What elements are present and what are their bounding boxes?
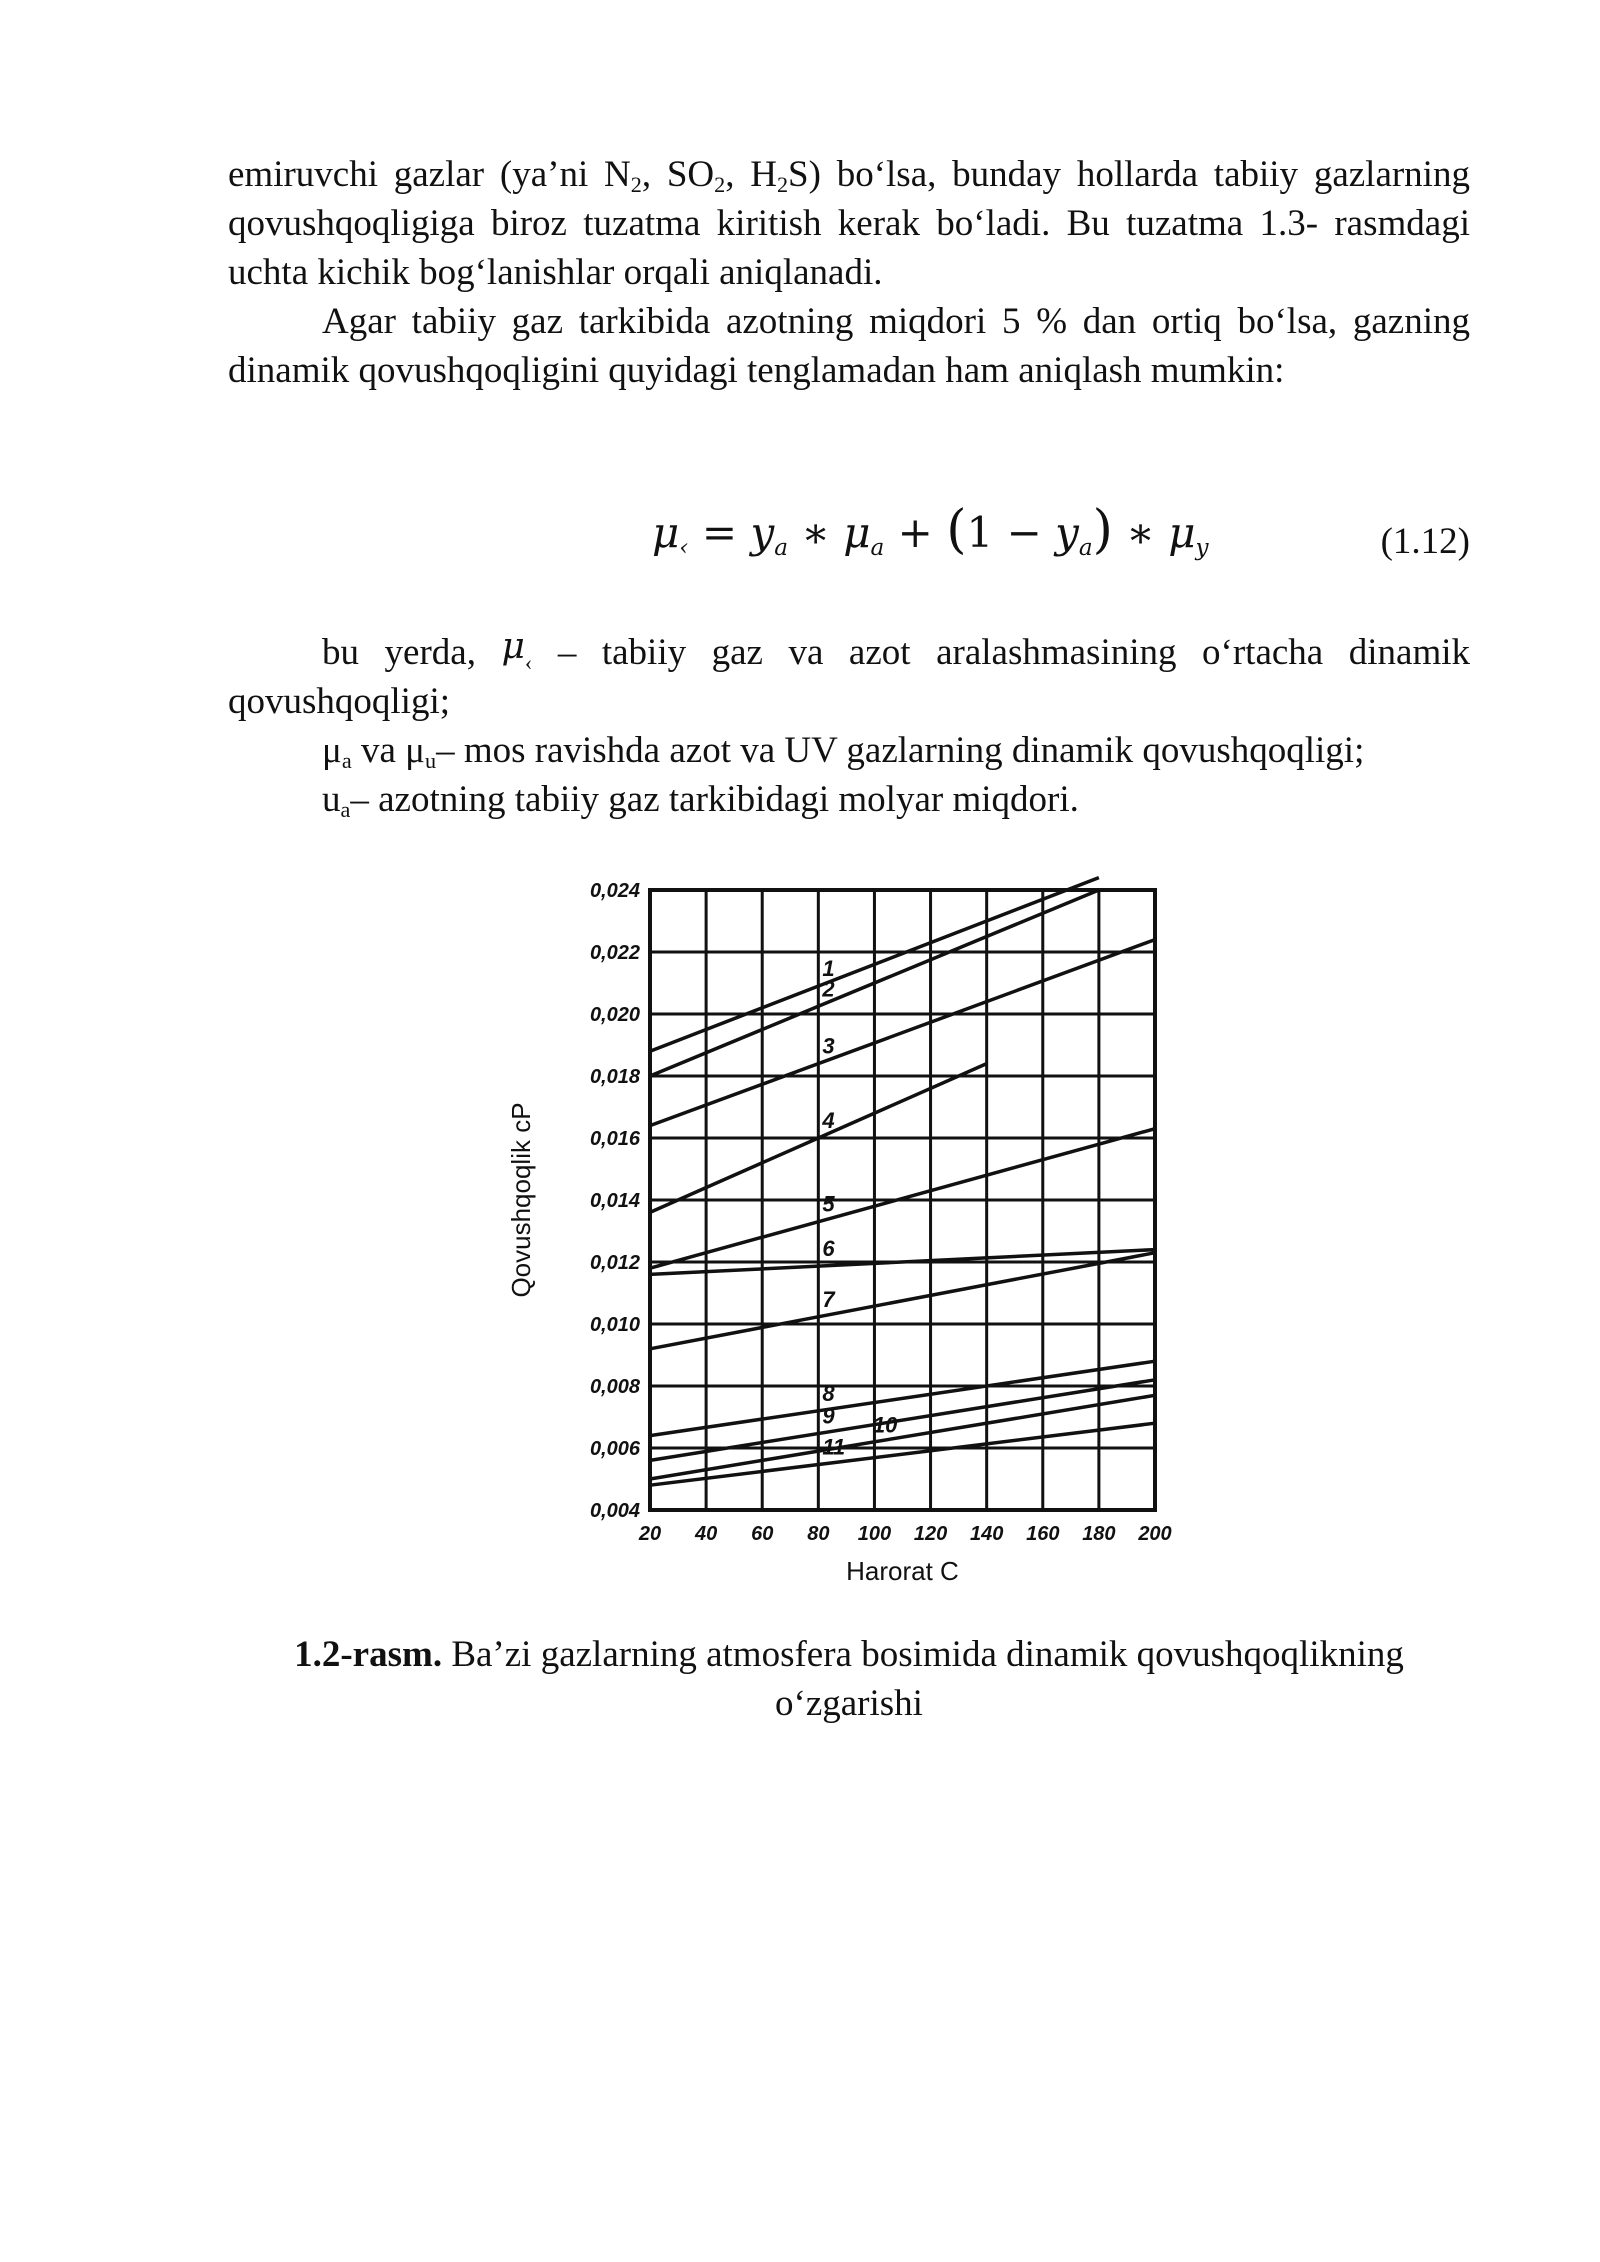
series-line-10 (650, 1395, 1155, 1479)
equation-number: (1.12) (1380, 521, 1470, 562)
x-tick-label: 180 (1082, 1523, 1116, 1545)
series-label-5: 5 (822, 1191, 835, 1217)
series-line-5 (650, 1129, 1155, 1269)
series-label-7: 7 (822, 1286, 835, 1312)
y-tick-label: 0,014 (589, 1190, 640, 1212)
y-tick-label: 0,016 (589, 1128, 640, 1150)
series-label-4: 4 (822, 1108, 835, 1133)
y-tick-label: 0,012 (589, 1252, 640, 1274)
definition-1: bu yerda, $\mu_‹$ – tabiiy gaz va azot aralashmasining o‘rtacha dinamik qovushqoqligi; (228, 626, 1471, 722)
y-tick-label: 0,010 (589, 1314, 640, 1336)
series-line-7 (650, 1253, 1155, 1349)
series-label-3: 3 (822, 1033, 835, 1059)
y-tick-label: 0,006 (589, 1438, 640, 1460)
series-label-9: 9 (822, 1403, 835, 1429)
caption-label: 1.2-rasm. (294, 1634, 443, 1675)
series-label-11: 11 (822, 1434, 846, 1460)
series-line-8 (650, 1361, 1155, 1435)
y-tick-label: 0,022 (589, 942, 640, 964)
x-tick-label: 140 (969, 1523, 1004, 1545)
y-tick-label: 0,020 (589, 1004, 640, 1026)
y-tick-label: 0,018 (589, 1066, 640, 1088)
equation: $\mu_‹ = y_a$ ∗ $\mu_a + (1 - y_a)$ ∗ $\mu_y$ (652, 500, 1209, 562)
paragraph-2: Agar tabiiy gaz tarkibida azotning miqdori 5 % dan ortiq bo‘lsa, gazning dinamik qovushqoqligini quyidagi tenglamadan ham aniqlash mumkin: (228, 301, 1470, 391)
figure-caption (228, 1630, 1470, 1728)
y-axis-label: Qovushqoqlik cP (506, 1102, 536, 1298)
series-label-6: 6 (822, 1236, 835, 1262)
chart-svg (500, 870, 1220, 1590)
series-label-2: 2 (822, 976, 835, 1002)
x-axis-label: Harorat C (846, 1556, 959, 1586)
x-tick-label: 40 (694, 1523, 718, 1545)
equation-row (228, 500, 1470, 570)
definition-2: $\mu_a$ va $\mu_u-$ mos ravishda azot va UV gazlarning dinamik qovushqoqligi; (322, 730, 1365, 774)
series-line-3 (650, 940, 1155, 1126)
x-tick-label: 80 (807, 1523, 830, 1545)
paragraph-1: emiruvchi gazlar (ya’ni $N_2$, $SO_2$, $H_2S$) bo‘lsa, bunday hollarda tabiiy gazlarning qovushqoqligiga biroz tuzatma kiritish kerak bo‘ladi. Bu tuzatma 1.3- rasmdagi uchta kichik bog‘lanishlar orqali aniqlanadi. (228, 154, 1470, 293)
x-tick-label: 60 (751, 1523, 774, 1545)
y-tick-label: 0,004 (589, 1500, 640, 1522)
x-tick-label: 20 (638, 1523, 662, 1545)
caption-text: Ba’zi gazlarning atmosfera bosimida dinamik qovushqoqlikning o‘zgarishi (451, 1634, 1404, 1724)
x-tick-label: 100 (857, 1523, 892, 1545)
definitions (228, 628, 1470, 824)
x-tick-label: 200 (1138, 1523, 1172, 1545)
y-tick-label: 0,008 (589, 1376, 640, 1398)
x-tick-label: 120 (913, 1523, 948, 1545)
series-label-8: 8 (822, 1380, 835, 1406)
series-line-11 (650, 1423, 1155, 1485)
definition-3: $u_a-$ azotning tabiiy gaz tarkibidagi molyar miqdori. (322, 779, 1079, 823)
series-label-1: 1 (822, 956, 835, 982)
x-tick-label: 160 (1026, 1523, 1060, 1545)
y-tick-label: 0,024 (589, 880, 640, 902)
series-label-10: 10 (872, 1412, 898, 1438)
body-text (228, 150, 1470, 395)
viscosity-chart (500, 870, 1220, 1590)
